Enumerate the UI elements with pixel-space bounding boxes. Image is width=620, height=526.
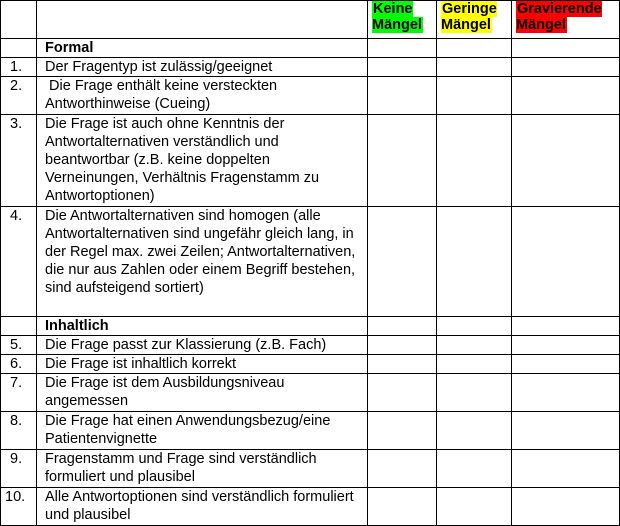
- rating-cell-geringe[interactable]: [437, 58, 512, 77]
- rating-cell-keine[interactable]: [368, 39, 437, 58]
- rating-cell-geringe[interactable]: [437, 412, 512, 450]
- item-text: Alle Antwortoptionen sind verständlich formuliert und plausibel: [37, 488, 368, 526]
- rating-cell-gravierende[interactable]: [512, 355, 620, 374]
- rating-cell-keine[interactable]: [368, 412, 437, 450]
- section-title: Inhaltlich: [37, 317, 368, 336]
- item-number: 4.: [1, 207, 37, 317]
- header-criteria-cell: [37, 1, 368, 39]
- rating-cell-keine[interactable]: [368, 58, 437, 77]
- header-gravierende-maengel: [512, 1, 620, 39]
- table-row: [1, 488, 620, 526]
- section-row-inhaltlich: [1, 317, 620, 336]
- rating-cell-geringe[interactable]: [437, 77, 512, 115]
- item-number: 5.: [1, 336, 37, 355]
- item-number: 8.: [1, 412, 37, 450]
- item-number: 9.: [1, 450, 37, 488]
- rating-cell-geringe[interactable]: [437, 336, 512, 355]
- item-text: Die Frage hat einen Anwendungsbezug/eine Patientenvignette: [37, 412, 368, 450]
- rating-cell-gravierende[interactable]: [512, 336, 620, 355]
- rating-cell-keine[interactable]: [368, 115, 437, 207]
- item-text: Die Frage ist inhaltlich korrekt: [37, 355, 368, 374]
- rating-cell-gravierende[interactable]: [512, 58, 620, 77]
- header-num-cell: [1, 1, 37, 39]
- item-text: Die Frage enthält keine versteckten Antworthinweise (Cueing): [37, 77, 368, 115]
- section-num-cell: [1, 39, 37, 58]
- rating-cell-keine[interactable]: [368, 207, 437, 317]
- rating-cell-gravierende[interactable]: [512, 77, 620, 115]
- rating-cell-gravierende[interactable]: [512, 374, 620, 412]
- table-row: [1, 115, 620, 207]
- rating-cell-geringe[interactable]: [437, 374, 512, 412]
- rating-cell-keine[interactable]: [368, 488, 437, 526]
- header-keine-maengel: [368, 1, 437, 39]
- rating-cell-geringe[interactable]: [437, 450, 512, 488]
- rating-cell-geringe[interactable]: [437, 355, 512, 374]
- rating-cell-gravierende[interactable]: [512, 115, 620, 207]
- rating-cell-geringe[interactable]: [437, 39, 512, 58]
- item-number: 6.: [1, 355, 37, 374]
- item-number: 10.: [1, 488, 37, 526]
- rating-cell-gravierende[interactable]: [512, 412, 620, 450]
- item-number: 1.: [1, 58, 37, 77]
- table-row: [1, 374, 620, 412]
- header-label-keine: Keine Mängel: [372, 1, 422, 33]
- section-title: Formal: [37, 39, 368, 58]
- table-row: [1, 412, 620, 450]
- item-number: 7.: [1, 374, 37, 412]
- item-text: Die Frage ist dem Ausbildungsniveau angemessen: [37, 374, 368, 412]
- rating-cell-keine[interactable]: [368, 317, 437, 336]
- header-label-geringe: Geringe Mängel: [441, 1, 497, 33]
- item-number: 2.: [1, 77, 37, 115]
- rating-cell-gravierende[interactable]: [512, 207, 620, 317]
- item-text: Die Frage passt zur Klassierung (z.B. Fach): [37, 336, 368, 355]
- item-text: Die Antwortalternativen sind homogen (alle Antwortalternativen sind ungefähr gleich lang, in der Regel max. zwei Zeilen; Antwortalternativen, die nur aus Zahlen oder einem Begriff bestehen, sind aufsteigend sortiert): [37, 207, 368, 317]
- rating-cell-gravierende[interactable]: [512, 39, 620, 58]
- rating-cell-geringe[interactable]: [437, 317, 512, 336]
- rating-cell-keine[interactable]: [368, 374, 437, 412]
- rating-cell-keine[interactable]: [368, 355, 437, 374]
- table-row: [1, 355, 620, 374]
- rating-cell-geringe[interactable]: [437, 488, 512, 526]
- section-num-cell: [1, 317, 37, 336]
- rating-cell-keine[interactable]: [368, 77, 437, 115]
- table-row: [1, 207, 620, 317]
- header-geringe-maengel: [437, 1, 512, 39]
- item-text: Fragenstamm und Frage sind verständlich formuliert und plausibel: [37, 450, 368, 488]
- table-row: [1, 58, 620, 77]
- rating-cell-gravierende[interactable]: [512, 488, 620, 526]
- rating-cell-gravierende[interactable]: [512, 317, 620, 336]
- table-row: [1, 450, 620, 488]
- header-row: [1, 1, 620, 39]
- rating-cell-gravierende[interactable]: [512, 450, 620, 488]
- table-row: [1, 336, 620, 355]
- item-text: Der Fragentyp ist zulässig/geeignet: [37, 58, 368, 77]
- item-text: Die Frage ist auch ohne Kenntnis der Antwortalternativen verständlich und beantwortbar (z.B. keine doppelten Verneinungen, Verhältnis Fragenstamm zu Antwortoptionen): [37, 115, 368, 207]
- rating-cell-keine[interactable]: [368, 336, 437, 355]
- table-row: [1, 77, 620, 115]
- rating-cell-keine[interactable]: [368, 450, 437, 488]
- header-label-gravierende: Gravierende Mängel: [516, 1, 602, 33]
- rating-cell-geringe[interactable]: [437, 115, 512, 207]
- item-number: 3.: [1, 115, 37, 207]
- section-row-formal: [1, 39, 620, 58]
- rating-cell-geringe[interactable]: [437, 207, 512, 317]
